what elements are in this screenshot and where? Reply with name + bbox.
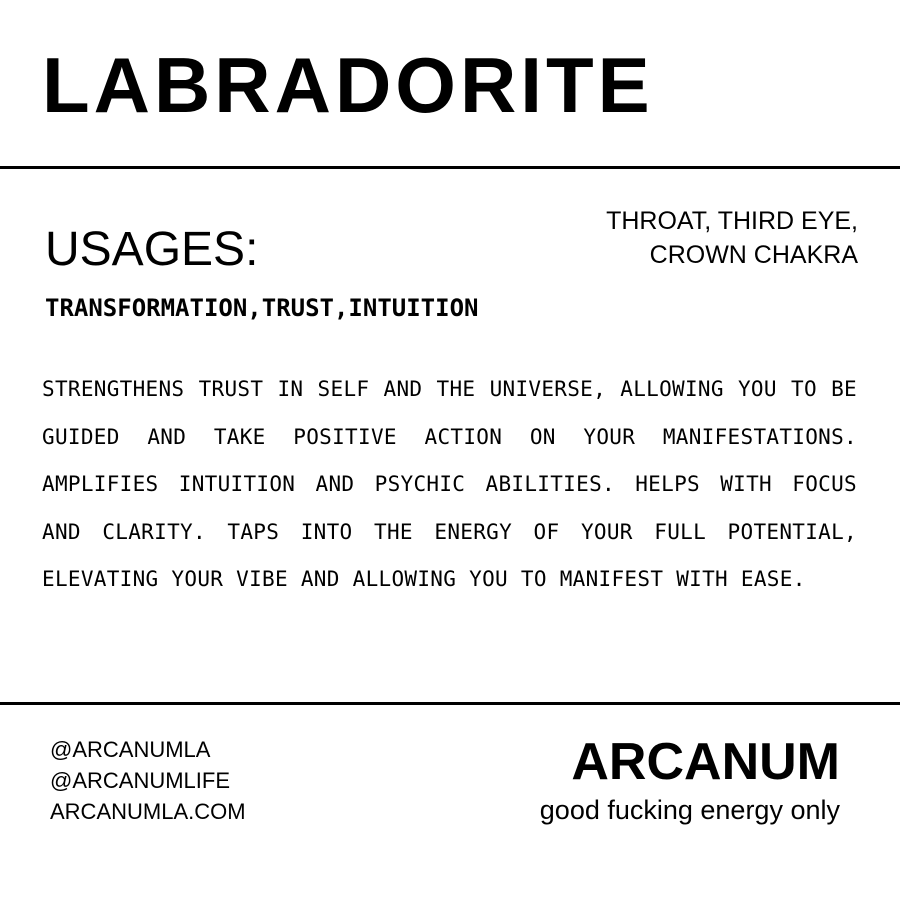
chakra-line: CROWN CHAKRA [649, 241, 858, 269]
social-handle: @ARCANUMLA [50, 737, 211, 762]
description-paragraph: STRENGTHENS TRUST IN SELF AND THE UNIVERSE, ALLOWING YOU TO BE GUIDED AND TAKE POSITIVE ACTION ON YOUR MANIFESTATIONS. AMPLIFIES INTUITION AND PSYCHIC ABILITIES. HELPS WITH FOCUS AND CLARITY. TAPS INTO THE ENERGY OF YOUR FULL POTENTIAL, ELEVATING YOUR VIBE AND ALLOWING YOU TO MANIFEST WITH EASE. [42, 377, 857, 591]
social-links [50, 734, 246, 827]
brand-name: ARCANUM [571, 733, 840, 791]
top-divider [0, 166, 900, 169]
usages-heading: USAGES: [45, 223, 259, 276]
chakra-line: THROAT, THIRD EYE, [606, 207, 858, 235]
page-title: LABRADORITE [42, 41, 654, 129]
brand-tagline: good fucking energy only [539, 794, 840, 825]
brand-block [440, 735, 840, 826]
website-link: ARCANUMLA.COM [50, 799, 246, 824]
bottom-divider [0, 702, 900, 705]
usages-keywords: TRANSFORMATION,TRUST,INTUITION [45, 294, 479, 322]
social-handle: @ARCANUMLIFE [50, 768, 231, 793]
chakra-info [438, 204, 858, 272]
